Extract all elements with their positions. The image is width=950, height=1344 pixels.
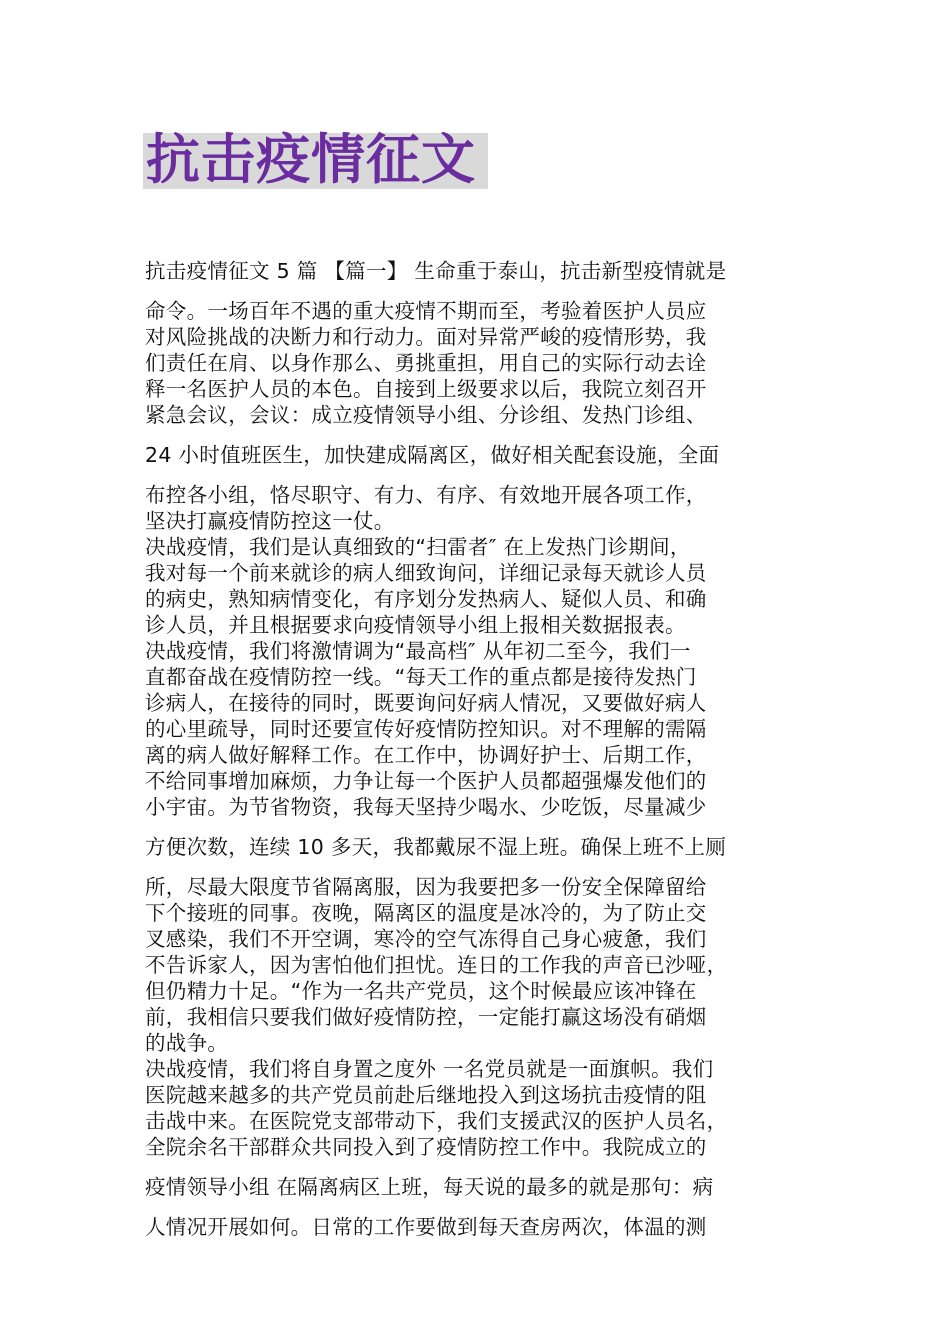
document-title: 抗击疫情征文 xyxy=(146,128,476,191)
body-line: 不给同事增加麻烦，力争让每一个医护人员都超强爆发他们的 xyxy=(145,769,707,793)
body-line: 前，我相信只要我们做好疫情防控，一定能打赢这场没有硝烟 xyxy=(145,1005,707,1029)
body-line: 紧急会议，会议：成立疫情领导小组、分诊组、发热门诊组、 xyxy=(145,403,707,427)
body-line: 小宇宙。为节省物资，我每天坚持少喝水、少吃饭，尽量减少 xyxy=(145,795,707,819)
body-line: 医院越来越多的共产党员前赴后继地投入到这场抗击疫情的阻 xyxy=(145,1083,707,1107)
body-line: 坚决打赢疫情防控这一仗。 xyxy=(145,509,395,533)
body-line: 疫情领导小组 在隔离病区上班，每天说的最多的就是那句：病 xyxy=(145,1175,714,1199)
body-line: 的战争。 xyxy=(145,1031,229,1055)
body-line: 下个接班的同事。夜晚，隔离区的温度是冰冷的，为了防止交 xyxy=(145,901,707,925)
body-line: 诊人员，并且根据要求向疫情领导小组上报相关数据报表。 xyxy=(145,613,686,637)
body-line: 击战中来。在医院党支部带动下，我们支援武汉的医护人员名， xyxy=(145,1109,728,1133)
body-line: 抗击疫情征文 5 篇 【篇一】 生命重于泰山，抗击新型疫情就是 xyxy=(145,259,727,283)
body-line: 决战疫情，我们将激情调为“最高档″ 从年初二至今，我们一 xyxy=(145,639,691,663)
body-line: 命令。一场百年不遇的重大疫情不期而至，考验着医护人员应 xyxy=(145,299,707,323)
body-line: 所，尽最大限度节省隔离服，因为我要把多一份安全保障留给 xyxy=(145,875,707,899)
body-line: 决战疫情，我们是认真细致的“扫雷者″ 在上发热门诊期间， xyxy=(145,535,691,559)
body-line: 直都奋战在疫情防控一线。“每天工作的重点都是接待发热门 xyxy=(145,665,697,689)
body-line: 方便次数，连续 10 多天，我都戴尿不湿上班。确保上班不上厕 xyxy=(145,835,727,859)
body-line: 的心里疏导，同时还要宣传好疫情防控知识。对不理解的需隔 xyxy=(145,717,707,741)
body-line: 释一名医护人员的本色。自接到上级要求以后，我院立刻召开 xyxy=(145,377,707,401)
body-line: 人情况开展如何。日常的工作要做到每天查房两次，体温的测 xyxy=(145,1215,707,1239)
body-line: 但仍精力十足。“作为一名共产党员，这个时候最应该冲锋在 xyxy=(145,979,697,1003)
body-line: 离的病人做好解释工作。在工作中，协调好护士、后期工作， xyxy=(145,743,707,767)
body-line: 们责任在肩、以身作那么、勇挑重担，用自己的实际行动去诠 xyxy=(145,351,707,375)
body-line: 布控各小组，恪尽职守、有力、有序、有效地开展各项工作， xyxy=(145,483,707,507)
body-line: 诊病人，在接待的同时，既要询问好病人情况，又要做好病人 xyxy=(145,691,707,715)
document-body xyxy=(145,258,810,1240)
body-line: 24 小时值班医生，加快建成隔离区，做好相关配套设施，全面 xyxy=(145,443,720,467)
body-line: 我对每一个前来就诊的病人细致询问，详细记录每天就诊人员 xyxy=(145,561,707,585)
body-line: 不告诉家人，因为害怕他们担忧。连日的工作我的声音已沙哑， xyxy=(145,953,728,977)
body-line: 的病史，熟知病情变化，有序划分发热病人、疑似人员、和确 xyxy=(145,587,707,611)
body-line: 叉感染，我们不开空调，寒冷的空气冻得自己身心疲惫，我们 xyxy=(145,927,707,951)
body-line: 对风险挑战的决断力和行动力。面对异常严峻的疫情形势，我 xyxy=(145,325,707,349)
body-line: 全院余名干部群众共同投入到了疫情防控工作中。我院成立的 xyxy=(145,1135,707,1159)
body-line: 决战疫情，我们将自身置之度外 一名党员就是一面旗帜。我们 xyxy=(145,1057,714,1081)
